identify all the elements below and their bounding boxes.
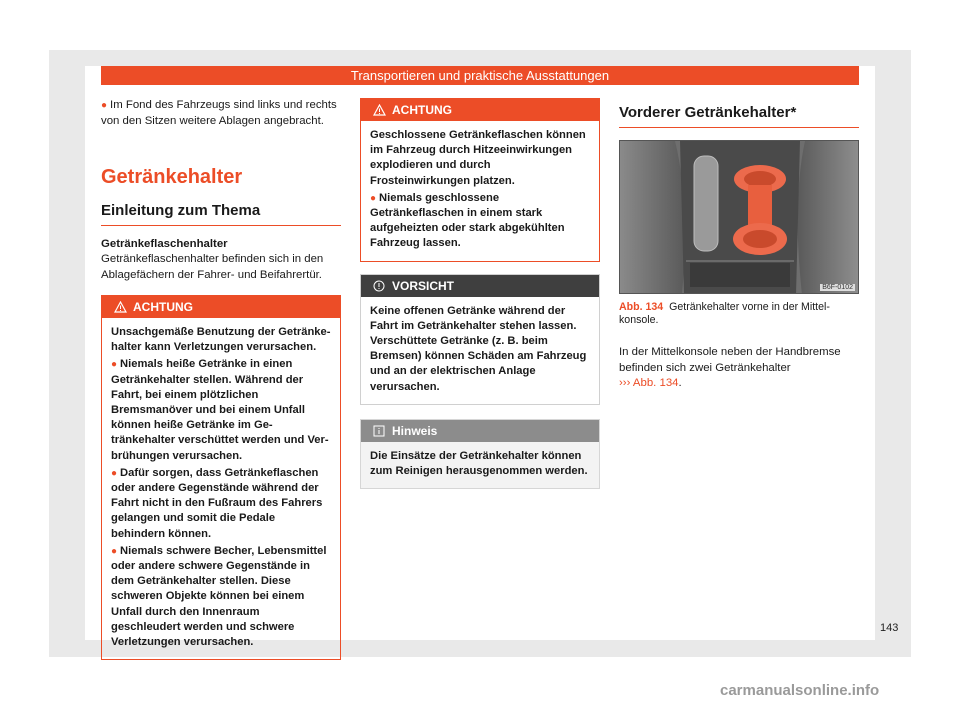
info-circle-icon bbox=[371, 280, 387, 292]
subsection-title: Einleitung zum Thema bbox=[101, 202, 341, 226]
column-right bbox=[619, 98, 859, 392]
figure-code: B6F-0102 bbox=[822, 284, 853, 291]
warning-bullet: ● Dafür sorgen, dass Getränkeflaschen oder andere Gegenstände während der Fahrt nicht in den Fußraum des Fahrers gelangen und somit die Pedale behindern können. bbox=[111, 466, 323, 540]
warning-header bbox=[102, 296, 340, 318]
figure-label: Abb. 134 bbox=[619, 301, 664, 313]
bullet-icon: ● bbox=[111, 545, 118, 557]
caution-box bbox=[360, 274, 600, 405]
warning-box bbox=[101, 295, 341, 660]
note-text: Die Einsätze der Getränkehalter können zum Reinigen herausgenommen werden. bbox=[370, 449, 588, 478]
bullet-icon: ● bbox=[370, 192, 377, 204]
column-middle bbox=[360, 98, 600, 489]
note-body bbox=[361, 442, 599, 488]
caution-body bbox=[361, 297, 599, 404]
bullet-icon: ● bbox=[101, 100, 108, 111]
caption-text: Getränkehalter vorne in der Mittelkonsole. bbox=[619, 301, 830, 326]
bullet-icon: ● bbox=[111, 359, 118, 371]
section-title-right: Vorderer Getränkehalter* bbox=[619, 104, 859, 128]
warning-box bbox=[360, 98, 600, 262]
figure-link[interactable]: ››› Abb. 134 bbox=[619, 377, 679, 389]
warning-title: ACHTUNG bbox=[133, 300, 193, 314]
warning-body bbox=[102, 318, 340, 659]
bullet-icon: ● bbox=[111, 467, 118, 479]
warning-bullet: ● Niemals geschlossene Getränkeflaschen in einem stark aufgeheizten oder stark abgekühlten Fahrzeug lassen. bbox=[370, 191, 565, 250]
body-paragraph-right: In der Mittelkonsole neben der Handbremse befinden sich zwei Getränkehalter ››› Abb. 134. bbox=[619, 346, 841, 389]
chapter-header: Transportieren und praktische Ausstattungen bbox=[101, 66, 859, 85]
warning-header bbox=[361, 99, 599, 121]
watermark: carmanualsonline.info bbox=[720, 682, 880, 699]
cupholder-illustration bbox=[620, 141, 859, 294]
warning-bullet: ● Niemals heiße Getränke in einen Getränkehalter stellen. Während der Fahrt, bei einem plötzlichen Bremsmanöver und bei einem Unfall können heiße Getränke im Getränkehalter verschüttet werden und Verbrühungen verursachen. bbox=[111, 358, 329, 462]
warning-triangle-icon bbox=[112, 301, 128, 313]
warning-body bbox=[361, 121, 599, 261]
caution-title: VORSICHT bbox=[392, 278, 455, 293]
warning-title: ACHTUNG bbox=[392, 103, 452, 117]
intro-paragraph: ● Im Fond des Fahrzeugs sind links und rechts von den Sitzen weitere Ablagen angebracht. bbox=[101, 99, 337, 127]
note-title: Hinweis bbox=[392, 423, 438, 438]
warning-triangle-icon bbox=[371, 104, 387, 116]
caution-header bbox=[361, 275, 599, 297]
figure-cupholder bbox=[619, 140, 859, 294]
warning-lead: Unsachgemäße Benutzung der Getränkehalter kann Verletzungen verursachen. bbox=[111, 326, 331, 354]
caution-text: Keine offenen Getränke während der Fahrt im Getränkehalter stehen lassen. Verschüttete Getränke (z. B. beim Bremsen) können Schäden am Fahrzeug und an der elektrischen Anlage verursachen. bbox=[370, 304, 587, 393]
note-icon bbox=[371, 425, 387, 437]
column-left bbox=[101, 98, 341, 660]
figure-caption bbox=[619, 301, 859, 327]
note-header bbox=[361, 420, 599, 442]
warning-lead: Geschlossene Getränkeflaschen können im Fahrzeug durch Hitzeeinwirkungen explodieren und durch Frosteinwirkungen platzen. bbox=[370, 129, 586, 187]
warning-bullet: ● Niemals schwere Becher, Lebensmittel oder andere schwere Gegenstände in dem Getränkehalter stellen. Diese schweren Objekte können bei einem Unfall durch den Innenraum geschleudert werden und schwere Verletzungen verursachen. bbox=[111, 544, 327, 649]
section-title: Getränkehalter bbox=[101, 166, 243, 188]
page-number: 143 bbox=[880, 622, 899, 634]
subhead: Getränkeflaschenhalter bbox=[101, 238, 228, 250]
note-box bbox=[360, 419, 600, 489]
body-paragraph: Getränkeflaschenhalter befinden sich in den Ablagefächern der Fahrer- und Beifahrertür. bbox=[101, 253, 324, 281]
